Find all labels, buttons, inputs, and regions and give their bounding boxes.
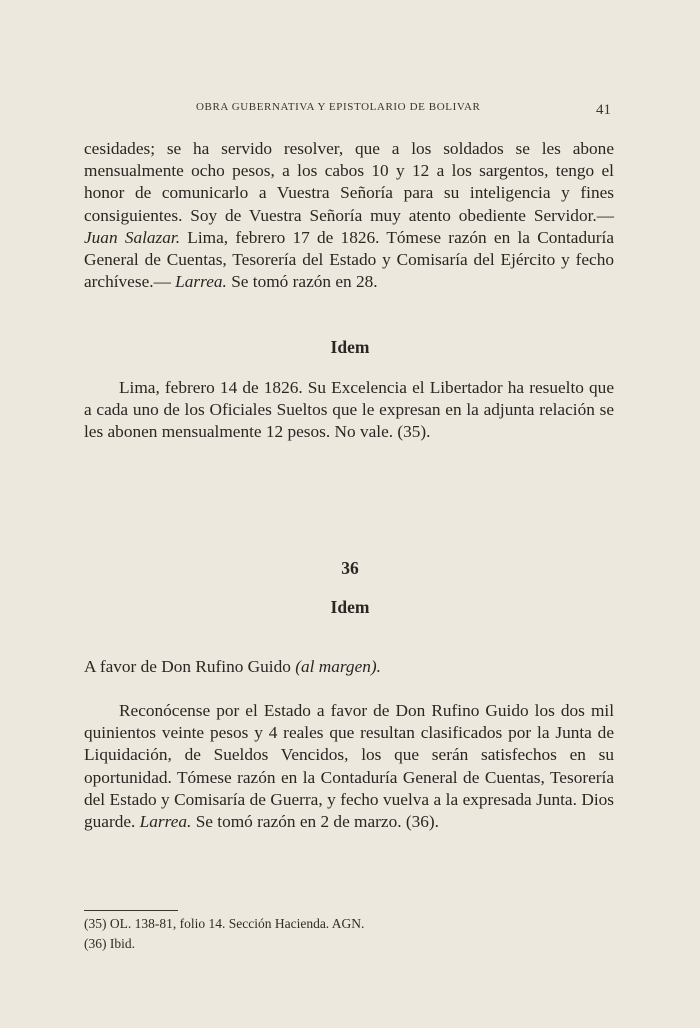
paragraph — [84, 700, 614, 833]
document-number: 36 — [341, 558, 359, 578]
paragraph-text: Reconócense por el Estado a favor de Don Rufino Guido los dos mil quinientos veinte pesos y 4 reales que resultan clasificados por la Junta de Liquidación, de Sueldos Vencidos, los que serán satisfechos en su oportunidad. Tómese razón en la Contaduría General de Cuentas, Tesorería del Estado y Comisaría de Guerra, y fecho vuelva a la expresada Junta. Dios guarde. — [84, 701, 614, 832]
paragraph-text: Lima, febrero 17 de 1826. Tómese razón en la Contaduría General de Cuentas, Tesorería del Estado y Comisaría del Ejército y fecho archívese.— — [84, 227, 614, 292]
paragraph: Lima, febrero 14 de 1826. Su Excelencia el Libertador ha resuelto que a cada uno de los Oficiales Sueltos que le expresan en la adjunta relación se les abonen mensualmente 12 pesos. No vale. (35). — [84, 378, 614, 442]
section-heading: Idem — [330, 337, 370, 357]
paragraph-continuation — [84, 138, 614, 293]
section-heading: Idem — [330, 597, 370, 617]
paragraph-text: cesidades; se ha servido resolver, que a los soldados se les abone mensualmente ocho pesos, a los cabos 10 y 12 a los sargentos, tengo el honor de comunicarlo a Vuestra Señoría para su inteligencia y fines consiguientes. Soy de Vuestra Señoría muy atento obediente Servidor.— — [84, 139, 614, 225]
running-head: OBRA GUBERNATIVA Y EPISTOLARIO DE BOLIVAR — [196, 101, 481, 113]
footnote-divider — [84, 910, 178, 911]
footnote: (36) Ibid. — [84, 936, 135, 951]
signature-name: Juan Salazar. — [84, 227, 181, 247]
paragraph-text: Se tomó razón en 28. — [226, 272, 378, 292]
margin-note-label: (al margen). — [295, 657, 381, 676]
paragraph-text: Se tomó razón en 2 de marzo. (36). — [191, 812, 439, 832]
page-number: 41 — [596, 102, 611, 118]
margin-note-text: A favor de Don Rufino Guido — [84, 657, 296, 676]
margin-note — [84, 656, 614, 678]
footnote: (35) OL. 138-81, folio 14. Sección Hacienda. AGN. — [84, 916, 365, 931]
signature-name: Larrea. — [175, 272, 227, 292]
signature-name: Larrea. — [139, 812, 192, 832]
